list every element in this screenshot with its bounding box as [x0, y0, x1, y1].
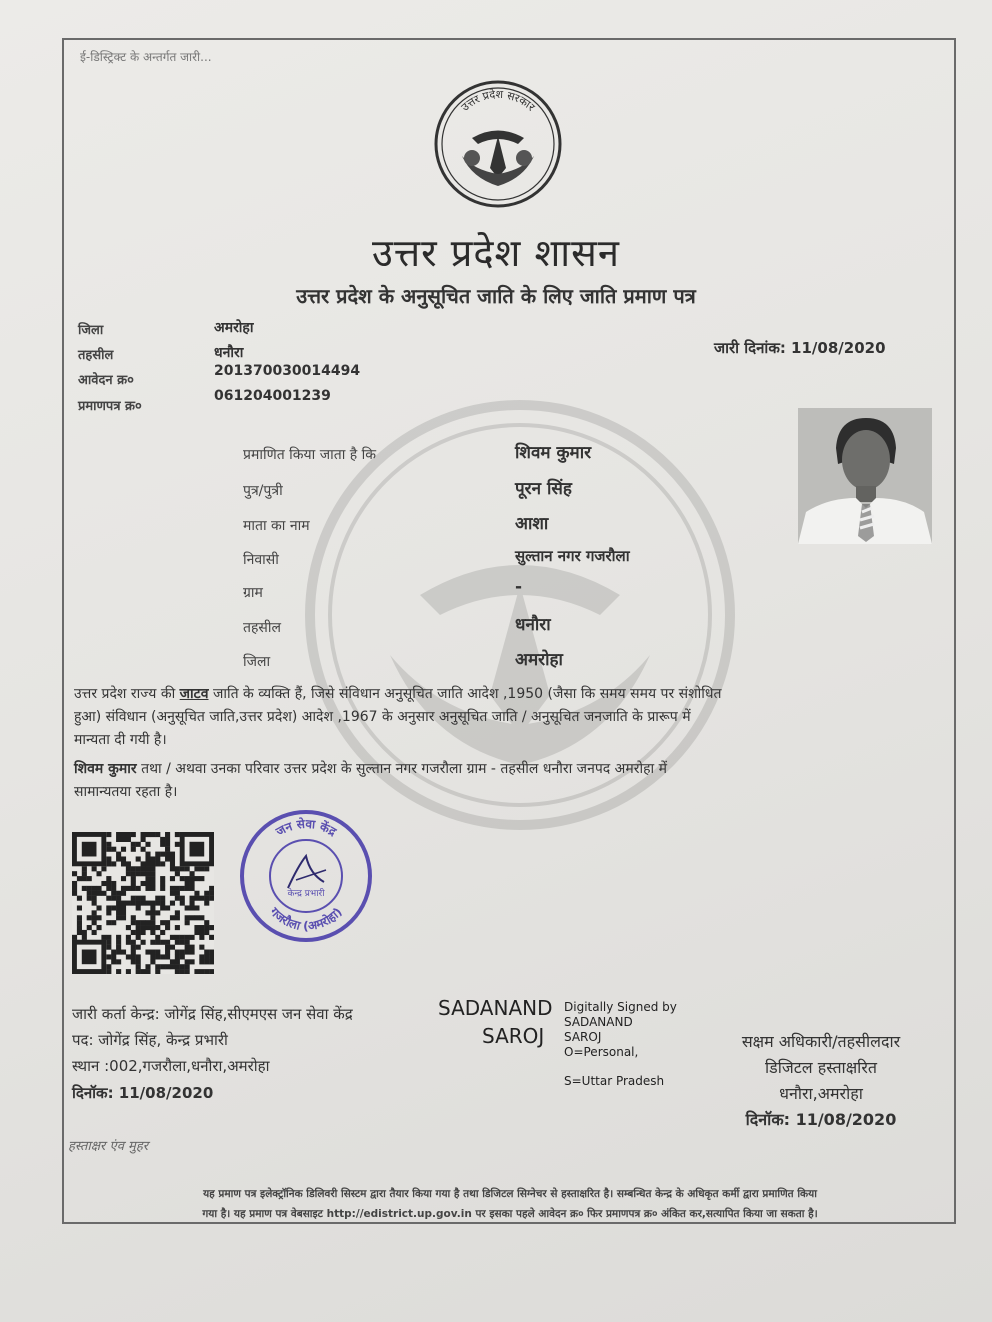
up-emblem — [432, 78, 564, 210]
meta-value-tehsil: धनौरा — [214, 345, 244, 361]
authority-line2: डिजिटल हस्ताक्षरित — [765, 1058, 877, 1077]
caste-name: जाटव — [179, 686, 209, 702]
field-label-parent: पुत्र/पुत्री — [243, 483, 283, 499]
meta-label-tehsil: तहसील — [78, 348, 114, 363]
caste-declaration-line1: जाति के व्यक्ति हैं, जिसे संविधान अनुसूचित जाति आदेश ,1950 (जैसा कि समय समय पर संशोधित — [208, 686, 722, 702]
digital-sign-name-line1: SADANAND — [438, 996, 553, 1020]
footer-line1: यह प्रमाण पत्र इलेक्ट्रॉनिक डिलिवरी सिस्टम द्वारा तैयार किया गया है तथा डिजिटल सिग्नेचर से हस्ताक्षरित है। सम्बन्धित केन्द्र के अधिकृत कर्मी द्वारा प्रमाणित किया — [203, 1188, 817, 1200]
issuer-date: दिनॉक: 11/08/2020 — [72, 1084, 214, 1102]
issuer-post: पद: जोगेंद्र सिंह, केन्द्र प्रभारी — [72, 1031, 228, 1049]
meta-label-district: जिला — [78, 323, 104, 338]
svg-text:उत्तर प्रदेश सरकार — [459, 88, 538, 114]
hand-sign-note: हस्ताक्षर एंव मुहर — [68, 1139, 149, 1154]
digital-sign-details — [564, 1000, 677, 1089]
residence-line2: सामान्यतया रहता है। — [74, 784, 178, 800]
field-label-mother: माता का नाम — [243, 518, 310, 534]
meta-label-certificate-no: प्रमाणपत्र क्र० — [78, 399, 142, 414]
field-value-parent: पूरन सिंह — [515, 479, 572, 499]
seal-inner-text: केन्द्र प्रभारी — [287, 889, 325, 899]
qr-code — [72, 832, 214, 974]
digital-sign-name-line2: SAROJ — [482, 1024, 545, 1048]
field-label-tehsil: तहसील — [243, 620, 281, 636]
page-subtitle: उत्तर प्रदेश के अनुसूचित जाति के लिए जाति प्रमाण पत्र — [296, 284, 696, 308]
applicant-photo — [798, 408, 932, 544]
caste-declaration-pre: उत्तर प्रदेश राज्य की — [74, 686, 180, 702]
emblem-text: उत्तर प्रदेश सरकार — [458, 87, 538, 114]
residence-paragraph — [74, 758, 934, 804]
footer-line2: गया है। यह प्रमाण पत्र वेबसाइट http://edistrict.up.gov.in पर इसका पहले आवेदन क्र० फिर प्रमाणपत्र क्र० अंकित कर,सत्यापित किया जा सकता है। — [202, 1208, 818, 1220]
official-seal — [236, 806, 376, 946]
svg-text:जन सेवा केंद्र — [273, 817, 340, 840]
meta-value-district: अमरोहा — [214, 320, 254, 336]
field-label-name: प्रमाणित किया जाता है कि — [243, 447, 377, 463]
footer-note — [70, 1184, 950, 1224]
meta-value-application-no: 201370030014494 — [214, 363, 361, 379]
field-value-village: - — [515, 577, 523, 597]
authority-line1: सक्षम अधिकारी/तहसीलदार — [741, 1032, 901, 1051]
field-value-resident: सुल्तान नगर गजरौला — [515, 547, 630, 565]
digital-sign-detail-1: Digitally Signed by — [564, 1000, 677, 1014]
field-label-resident: निवासी — [243, 552, 279, 568]
field-label-village: ग्राम — [243, 585, 263, 601]
caste-declaration-line3: मान्यता दी गयी है। — [74, 732, 167, 748]
digital-sign-detail-4: O=Personal, — [564, 1045, 639, 1059]
digital-sign-detail-5: S=Uttar Pradesh — [564, 1074, 665, 1088]
meta-label-application-no: आवेदन क्र० — [78, 373, 134, 388]
field-value-name: शिवम कुमार — [515, 443, 592, 463]
page-title: उत्तर प्रदेश शासन — [372, 231, 620, 275]
field-value-district: अमरोहा — [515, 650, 563, 670]
issuer-center: जारी कर्ता केन्द्र: जोगेंद्र सिंह,सीएमएस जन सेवा केंद्र — [72, 1005, 353, 1023]
caste-declaration-line2: हुआ) संविधान (अनुसूचित जाति,उत्तर प्रदेश) आदेश ,1967 के अनुसार अनुसूचित जाति / अनुसूचित जनजाति के प्रारूप में — [74, 709, 691, 725]
caste-declaration-paragraph — [74, 683, 934, 752]
residence-line1: तथा / अथवा उनका परिवार उत्तर प्रदेश के सुल्तान नगर गजरौला ग्राम - तहसील धनौरा जनपद अमरोहा में — [136, 761, 667, 777]
issuer-place: स्थान :002,गजरौला,धनौरा,अमरोहा — [72, 1057, 270, 1075]
digital-sign-detail-3: SAROJ — [564, 1030, 602, 1044]
seal-top-text: जन सेवा केंद्र — [273, 816, 339, 839]
digital-sign-detail-2: SADANAND — [564, 1015, 633, 1029]
field-value-mother: आशा — [515, 514, 549, 534]
edistrict-note: ई-डिस्ट्रिक्ट के अन्तर्गत जारी... — [80, 50, 212, 64]
authority-line3: धनौरा,अमरोहा — [779, 1084, 863, 1103]
issue-date: जारी दिनांक: 11/08/2020 — [714, 339, 886, 357]
svg-text:गजरौला (अमरोहा) — [267, 904, 345, 933]
field-value-tehsil: धनौरा — [515, 615, 551, 635]
meta-value-certificate-no: 061204001239 — [214, 388, 331, 404]
seal-bottom-text: गजरौला (अमरोहा) — [267, 904, 345, 934]
field-label-district: जिला — [243, 654, 271, 670]
residence-name: शिवम कुमार — [74, 761, 137, 777]
authority-date: दिनॉक: 11/08/2020 — [745, 1110, 897, 1129]
